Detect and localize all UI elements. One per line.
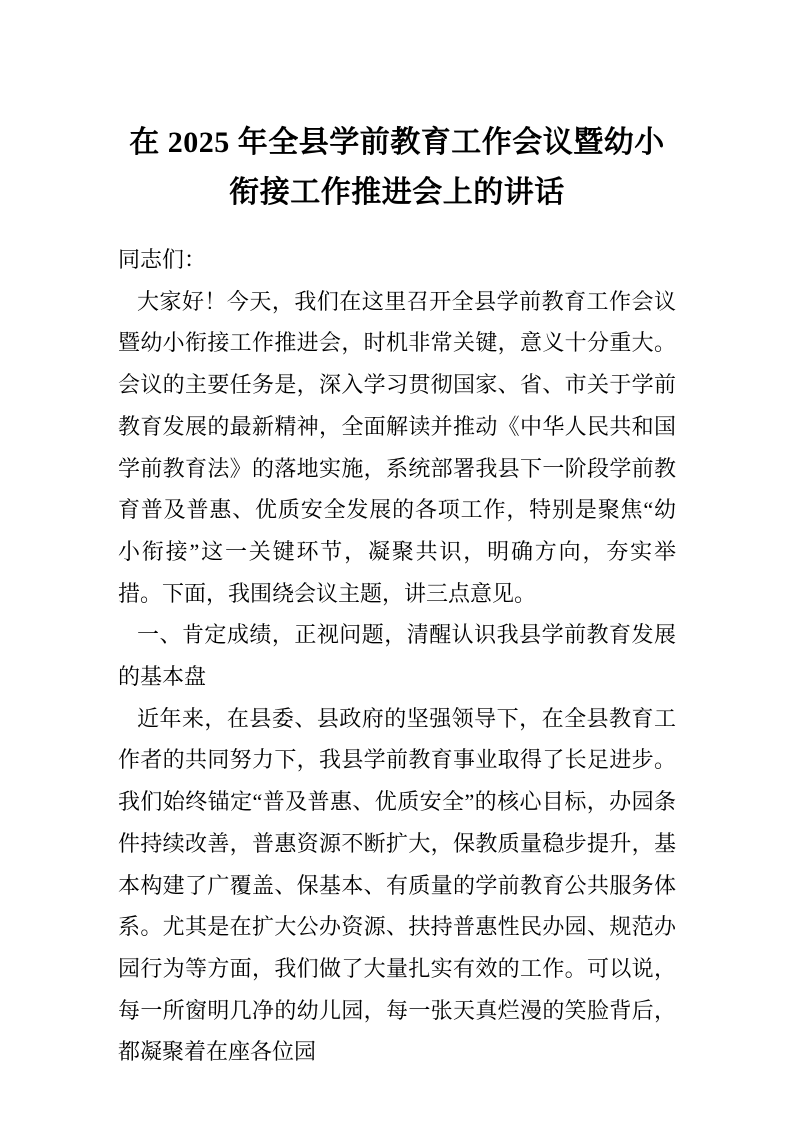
- document-body: [118, 239, 676, 1073]
- paragraph-section-1: 近年来，在县委、县政府的坚强领导下，在全县教育工作者的共同努力下，我县学前教育事业取得了长足进步。我们始终锚定“普及普惠、优质安全”的核心目标，办园条件持续改善，普惠资源不断扩大，保教质量稳步提升，基本构建了广覆盖、保基本、有质量的学前教育公共服务体系。尤其是在扩大公办资源、扶持普惠性民办园、规范办园行为等方面，我们做了大量扎实有效的工作。可以说，每一所窗明几净的幼儿园，每一张天真烂漫的笑脸背后，都凝聚着在座各位园: [118, 705, 676, 1065]
- document-title: 在 2025 年全县学前教育工作会议暨幼小衔接工作推进会上的讲话: [129, 126, 665, 209]
- paragraph-introduction: 大家好！今天，我们在这里召开全县学前教育工作会议暨幼小衔接工作推进会，时机非常关键，意义十分重大。会议的主要任务是，深入学习贯彻国家、省、市关于学前教育发展的最新精神，全面解读并推动《中华人民共和国学前教育法》的落地实施，系统部署我县下一阶段学前教育普及普惠、优质安全发展的各项工作，特别是聚焦“幼小衔接”这一关键环节，凝聚共识，明确方向，夯实举措。下面，我围绕会议主题，讲三点意见。: [118, 288, 676, 606]
- section-heading-1: 一、肯定成绩，正视问题，清醒认识我县学前教育发展的基本盘: [118, 622, 676, 690]
- document-content: [118, 118, 676, 1073]
- salutation: 同志们：: [118, 247, 207, 272]
